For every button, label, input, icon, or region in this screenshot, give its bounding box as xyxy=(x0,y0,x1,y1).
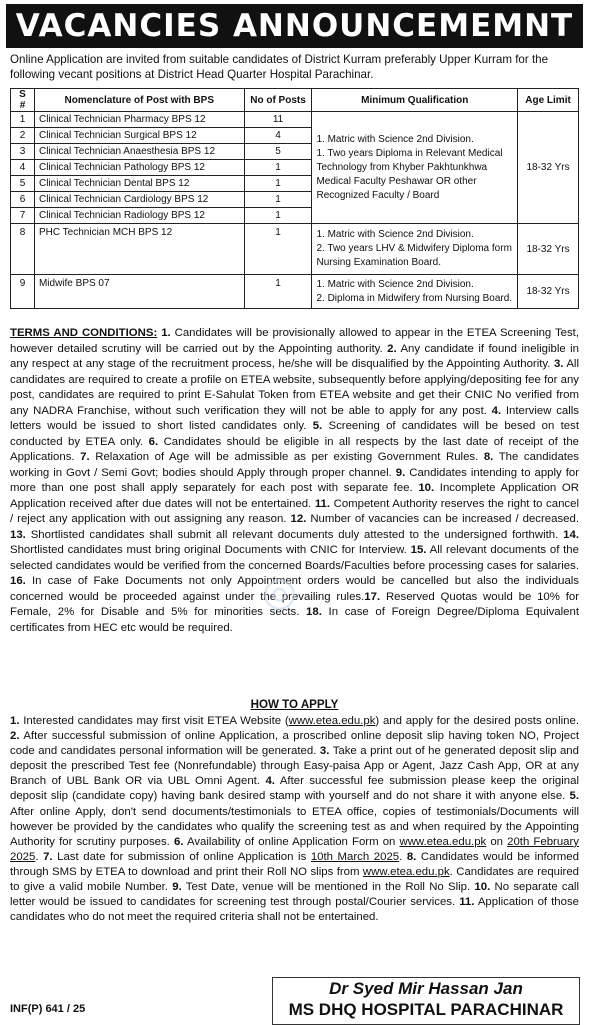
row-post: Clinical Technician Anaesthesia BPS 12 xyxy=(34,144,244,160)
intro-text: Online Application are invited from suitable candidates of District Kurram preferably Upper Kurram for the following vecant positions at District Head Quarter Hospital Parachinar. xyxy=(10,53,549,81)
term-text: Number of vacancies can be increased / decreased. xyxy=(306,513,579,525)
term-number: 12. xyxy=(290,513,307,525)
row-posts: 4 xyxy=(244,128,312,144)
qualification-line: 1. Two years Diploma in Relevant Medical Technology from Khyber Pakhtunkhwa Medical Faculty Peshawar OR other Recognized Faculty / Board xyxy=(316,147,503,201)
qualification-group-2 xyxy=(312,224,518,275)
howto-step: . xyxy=(399,850,407,863)
term-number: 6. xyxy=(148,435,159,448)
etea-link[interactable]: www.etea.edu.pk xyxy=(362,865,450,878)
watermark-logo-icon: ◎ xyxy=(262,570,297,614)
term-text: Candidates should be eligible in all respects by the last date of receipt of the Applications. xyxy=(10,435,580,463)
how-to-apply-heading: HOW TO APPLY xyxy=(250,698,339,711)
row-sn: 7 xyxy=(11,208,35,224)
row-post: Clinical Technician Radiology BPS 12 xyxy=(34,208,244,224)
header-posts: No of Posts xyxy=(244,89,312,112)
row-posts: 5 xyxy=(244,144,312,160)
row-sn: 8 xyxy=(11,224,35,275)
qualification-line: 1. Matric with Science 2nd Division. xyxy=(316,229,474,240)
term-text: Shortlisted candidates shall submit all relevant documents duly attested to the undersigned forthwith. xyxy=(25,528,564,541)
term-text: Competent Authority reserves the right to cancel / reject any application with out assigning any reason. xyxy=(10,497,579,525)
row-sn: 4 xyxy=(11,160,35,176)
term-text: Any candidate if found ineligible in any respect at any stage of the recruitment process, he/she will be disqualified by the Appointing Authority. xyxy=(10,342,580,370)
table-header-row xyxy=(11,89,579,112)
term-text: In case of Fake Documents not only Appointment orders would be cancelled but also the individuals concerned would be proceeded against under the prevailing rules. xyxy=(10,575,579,603)
row-posts: 11 xyxy=(244,112,312,128)
age-limit: 18-32 Yrs xyxy=(518,224,579,275)
term-number: 17. xyxy=(364,590,381,603)
term-text: Relaxation of Age will be admissible as per existing Government Rules. xyxy=(89,451,484,463)
howto-step: . Candidates are required to give a valid mobile Number. xyxy=(10,865,579,894)
etea-link[interactable]: www.etea.edu.pk xyxy=(399,835,487,848)
term-number: 10. xyxy=(418,482,435,494)
row-sn: 2 xyxy=(11,128,35,144)
term-text: In case of Foreign Degree/Diploma Equivalent certificates from HEC etc would be required. xyxy=(10,606,580,634)
term-number: 16. xyxy=(10,575,26,587)
header-age: Age Limit xyxy=(518,89,579,112)
row-posts: 1 xyxy=(244,208,312,224)
howto-step: ) and apply for the desired posts online. xyxy=(375,715,579,727)
term-number: 3. xyxy=(553,358,564,370)
term-number: 8. xyxy=(483,451,494,463)
howto-step: on xyxy=(486,835,508,848)
term-number: 7. xyxy=(80,451,90,463)
row-post: Clinical Technician Surgical BPS 12 xyxy=(34,128,244,144)
term-text: Candidates will be provisionally allowed to appear in the ETEA Screening Test, however detailed scrutiny will be carried out by the Appointing authority. xyxy=(10,327,579,355)
table-row xyxy=(11,224,579,275)
row-post: Clinical Technician Dental BPS 12 xyxy=(34,176,244,192)
table-row xyxy=(11,275,579,309)
qualification-line: 1. Matric with Science 2nd Division. xyxy=(316,133,474,145)
term-text: All relevant documents of the selected candidates would be verified from the concerned Boards/Faculties before processing cases for salaries. xyxy=(10,544,579,572)
row-sn: 6 xyxy=(11,192,35,208)
term-text: Incomplete Application OR Application received after due dates will not be entertained. xyxy=(10,482,579,510)
qualification-line: 2. Two years LHV & Midwifery Diploma form Nursing Examination Board. xyxy=(316,243,512,268)
row-posts: 1 xyxy=(244,160,312,176)
howto-step: Test Date, venue will be mentioned in the Roll No Slip. xyxy=(181,881,475,894)
row-posts: 1 xyxy=(244,224,312,275)
etea-link[interactable]: www.etea.edu.pk xyxy=(288,715,376,727)
qualification-line: 1. Matric with Science 2nd Division. xyxy=(316,278,474,290)
howto-step: Last date for submission of online Application is xyxy=(52,850,311,863)
vacancies-table xyxy=(10,88,579,309)
header-post: Nomenclature of Post with BPS xyxy=(34,89,244,112)
qualification-group-3 xyxy=(312,275,518,309)
term-number: 11. xyxy=(314,497,331,510)
qualification-line: 2. Diploma in Midwifery from Nursing Board. xyxy=(316,292,513,304)
how-to-apply-text: 1. Interested candidates may first visit ETEA Website (www.etea.edu.pk) and apply for the desired posts online. 2. After successful submission of online Application, a proscribed online deposit slip having token NO, Project code and candidates personal information will be generated. 3. Take a print out of he generated deposit slip and deposit the prescribed Test fee (Nonrefundable) through Easy-paisa App or Agent, Jazz Cash App, OR at any Branch of UBL Bank OR via UBL Omni Agent. 4. After successful fee submission please keep the original deposit slip (candidate copy) having bank desired stamp with yourself and do not share it with anyone else. 5. After online Apply, don't send documents/testimonials to ETEA office, copies of testimonials/Documents will however be provided by the candidates who qualify the screening test as and when required by the Appointing Authority for scrutiny purposes. 6. Availability of online Application Form on www.etea.edu.pk on 20th February 2025. 7. Last date for submission of online Application is 10th March 2025. 8. Candidates would be informed through SMS by ETEA to download and print their Roll NO slips from www.etea.edu.pk. Candidates are required to give a valid mobile Number. 9. Test Date, venue will be mentioned in the Roll No Slip. 10. No separate call letter would be issued to candidates for screening test through postal/Courier services. 11. Application of those candidates who do not meet the required criteria shall not be entertained. xyxy=(10,715,580,924)
howto-step: Application of those candidates who do not meet the required criteria shall not be entertained. xyxy=(10,896,579,924)
row-post: Midwife BPS 07 xyxy=(34,275,244,309)
signatory-box xyxy=(272,977,580,1025)
header-qualification: Minimum Qualification xyxy=(312,89,518,112)
term-number: 18. xyxy=(306,606,322,618)
signatory-name: Dr Syed Mir Hassan Jan xyxy=(329,979,523,998)
header-sn: S # xyxy=(11,89,35,112)
term-text: Shortlisted candidates must bring original Documents with CNIC for Interview. xyxy=(10,544,411,556)
age-limit: 18-32 Yrs xyxy=(518,275,579,309)
howto-step: After successful fee submission please keep the original deposit slip (candidate copy) having bank desired stamp with yourself and do not share it with anyone else. xyxy=(10,775,580,803)
signatory-title: MS DHQ HOSPITAL PARACHINAR xyxy=(288,1000,564,1019)
howto-step: After successful submission of online Application, a proscribed online deposit slip having token NO, Project code and candidates personal information will be generated. xyxy=(10,730,579,758)
row-post: Clinical Technician Pharmacy BPS 12 xyxy=(34,112,244,128)
term-number: 5. xyxy=(312,420,323,432)
howto-step: After online Apply, don't send documents/testimonials to ETEA office, copies of testimonials/Documents will however be provided by the candidates who qualify the screening test as and when required by the Appointing Authority for scrutiny purposes. xyxy=(10,805,579,848)
howto-step: Take a print out of he generated deposit slip and deposit the prescribed Test fee (Nonrefundable) through Easy-paisa App or Agent, Jazz Cash App, OR at any Branch of UBL Bank OR via UBL Omni Agent. xyxy=(10,745,579,788)
last-date: 10th March 2025 xyxy=(310,850,400,863)
howto-step: Availability of online Application Form on xyxy=(183,835,400,848)
term-text: The candidates working in Govt / Semi Govt; bodies should Apply through proper channel. xyxy=(10,451,580,479)
howto-step: No separate call letter would be issued to candidates for screening test through postal/Courier services. xyxy=(10,881,579,909)
row-sn: 9 xyxy=(11,275,35,309)
row-post: PHC Technician MCH BPS 12 xyxy=(34,224,244,275)
row-posts: 1 xyxy=(244,176,312,192)
term-text: All candidates are required to create a profile on ETEA website, subsequently before applying/depositing fee for any post, candidates are required to print E-Sahulat Token from ETEA website and get their CNIC No verified from any NADRA Franchise, without such verification they will not be able to apply for any post. xyxy=(10,358,579,417)
term-number: 1. xyxy=(161,327,171,339)
row-sn: 5 xyxy=(11,176,35,192)
term-text: Reserved Quotas would be 10% for Female, 2% for Disable and 5% for minorities sects. xyxy=(10,590,579,618)
term-number: 2. xyxy=(387,342,397,355)
row-post: Clinical Technician Cardiology BPS 12 xyxy=(34,192,244,208)
term-number: 13. xyxy=(10,528,26,541)
table-row xyxy=(11,112,579,128)
term-text: Interview calls letters would be issued to short listed candidates only. xyxy=(10,404,579,432)
term-text: Candidates intending to apply for more than one post shall apply separately for each post with separate fee. xyxy=(10,466,579,494)
term-number: 15. xyxy=(410,544,427,556)
row-sn: 1 xyxy=(11,112,35,128)
howto-step: . xyxy=(35,850,44,863)
term-text: Screening of candidates will be besed on test conducted by ETEA only. xyxy=(10,420,579,448)
availability-date: 20th February 2025 xyxy=(10,835,580,863)
age-limit: 18-32 Yrs xyxy=(518,112,579,224)
term-number: 4. xyxy=(491,404,502,417)
row-posts: 1 xyxy=(244,275,312,309)
row-post: Clinical Technician Pathology BPS 12 xyxy=(34,160,244,176)
row-posts: 1 xyxy=(244,192,312,208)
howto-step: Candidates would be informed through SMS by ETEA to download and print their Roll NO slips from xyxy=(10,850,579,878)
term-number: 14. xyxy=(563,528,579,541)
howto-step: Interested candidates may first visit ETEA Website ( xyxy=(19,715,289,727)
qualification-group-1 xyxy=(312,112,518,224)
announcement-title: VACANCIES ANNOUNCEMEMNT xyxy=(6,4,583,48)
term-number: 9. xyxy=(395,466,406,479)
row-sn: 3 xyxy=(11,144,35,160)
reference-number: INF(P) 641 / 25 xyxy=(10,1003,86,1015)
terms-heading: TERMS AND CONDITIONS: xyxy=(10,327,158,339)
